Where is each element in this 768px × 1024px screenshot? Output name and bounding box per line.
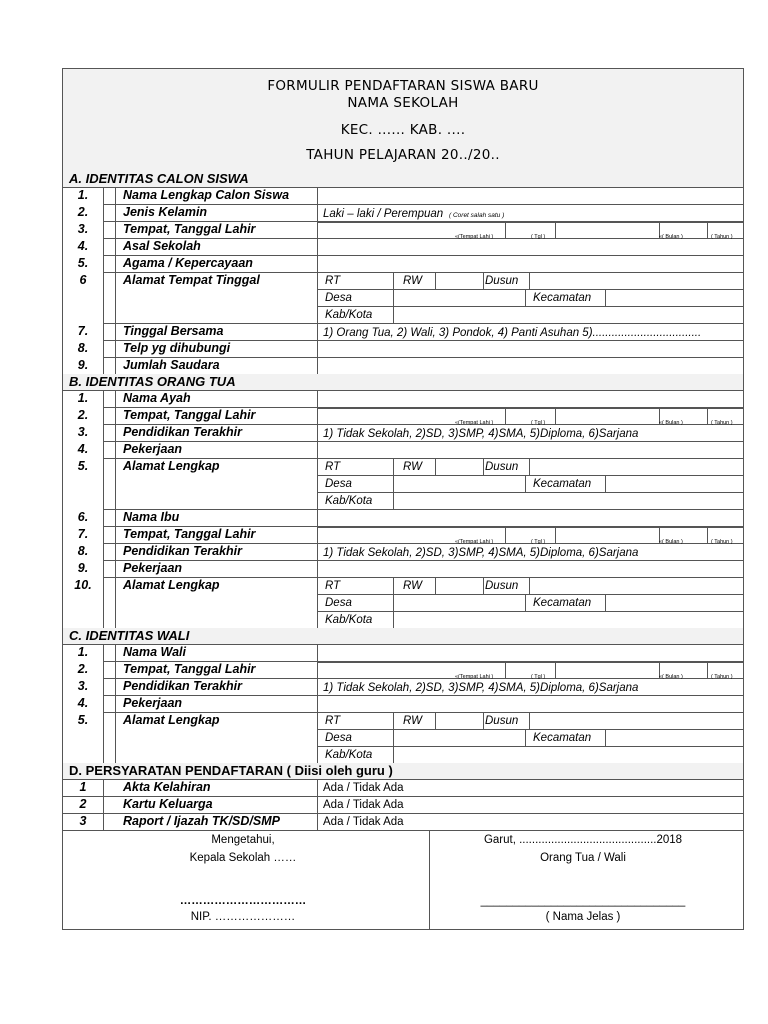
col-line xyxy=(605,475,606,492)
section-a-dusun: Dusun xyxy=(485,275,519,287)
col-line xyxy=(115,644,116,661)
section-a-row-1-field[interactable] xyxy=(319,188,741,203)
section-b-row-5-dusun-field[interactable] xyxy=(531,459,741,474)
section-a-rw-field[interactable] xyxy=(437,273,481,288)
section-b-row-7-number: 7. xyxy=(77,527,89,541)
section-a-rw: RW xyxy=(403,275,422,287)
section-c-row-3-label: Pendidikan Terakhir xyxy=(123,679,243,693)
section-a-row-5-label: Agama / Kepercayaan xyxy=(123,256,253,270)
col-line xyxy=(103,712,104,763)
section-b-row-10-label: Alamat Lengkap xyxy=(123,578,220,592)
section-b-row-5-kabkota: Kab/Kota xyxy=(325,495,373,507)
section-c-row-4-label: Pekerjaan xyxy=(123,696,183,710)
col-line xyxy=(103,407,104,424)
section-b-row-6-field[interactable] xyxy=(319,510,741,525)
col-line xyxy=(317,458,318,509)
section-b-row-7-dob-place: «(Tempat Lahi ) xyxy=(455,539,494,545)
col-line xyxy=(103,779,104,796)
section-a-row-5-field[interactable] xyxy=(319,256,741,271)
section-d-row-2-label: Kartu Keluarga xyxy=(123,797,213,811)
col-line xyxy=(103,424,104,441)
col-line xyxy=(103,323,104,340)
col-line xyxy=(393,306,394,323)
col-line xyxy=(525,729,526,746)
col-line xyxy=(317,662,318,678)
section-b-row-1-number: 1. xyxy=(77,391,89,405)
col-line xyxy=(115,357,116,374)
col-line xyxy=(103,644,104,661)
section-b-row-5-dusun: Dusun xyxy=(485,461,519,473)
col-line xyxy=(115,272,116,323)
section-b-row-7-dob-year: ( Tahun ) xyxy=(711,539,733,545)
section-b-row-10-kecamatan: Kecamatan xyxy=(533,597,592,609)
section-a-rt: RT xyxy=(325,275,341,287)
section-b-row-3-pendidikan: 1) Tidak Sekolah, 2)SD, 3)SMP, 4)SMA, 5)Diploma, 6)Sarjana xyxy=(323,428,639,440)
section-c-row-5-label: Alamat Lengkap xyxy=(123,713,220,727)
section-a-dob-year: ( Tahun ) xyxy=(711,234,733,240)
section-b-row-10-rt-field[interactable] xyxy=(395,578,433,593)
section-c-row-2-number: 2. xyxy=(77,662,89,676)
section-a-row-3-label: Tempat, Tanggal Lahir xyxy=(123,222,256,236)
section-a-row-5-number: 5. xyxy=(77,256,89,270)
col-line xyxy=(317,796,318,813)
col-line xyxy=(103,221,104,238)
section-b-row-10-rw: RW xyxy=(403,580,422,592)
section-a-row-4-field[interactable] xyxy=(319,239,741,254)
section-a-row-1-label: Nama Lengkap Calon Siswa xyxy=(123,188,290,202)
col-line xyxy=(115,678,116,695)
col-line xyxy=(317,695,318,712)
section-b-row-8-label: Pendidikan Terakhir xyxy=(123,544,243,558)
section-d-row-3-value[interactable]: Ada / Tidak Ada xyxy=(323,816,404,828)
section-d-row-1-label: Akta Kelahiran xyxy=(123,780,211,794)
col-line xyxy=(483,458,484,475)
section-a-kabkota-field[interactable] xyxy=(395,307,741,322)
section-a-kecamatan: Kecamatan xyxy=(533,292,592,304)
section-b-row-5-rw: RW xyxy=(403,461,422,473)
section-b-row-9-number: 9. xyxy=(77,561,89,575)
section-b-row-10-desa-field[interactable] xyxy=(395,595,523,610)
section-b-row-10-dusun-field[interactable] xyxy=(531,578,741,593)
col-line xyxy=(317,390,318,407)
section-c-row-2-dob-year: ( Tahun ) xyxy=(711,674,733,680)
section-b-title: B. IDENTITAS ORANG TUA xyxy=(69,374,236,389)
col-line xyxy=(393,289,394,306)
section-b-row-10-dusun: Dusun xyxy=(485,580,519,592)
section-b-row-8-pendidikan: 1) Tidak Sekolah, 2)SD, 3)SMP, 4)SMA, 5)Diploma, 6)Sarjana xyxy=(323,547,639,559)
academic-year: TAHUN PELAJARAN 20../20.. xyxy=(306,147,500,163)
kepala-sekolah-label: Kepala Sekolah …… xyxy=(189,852,297,864)
col-line xyxy=(103,661,104,678)
col-line xyxy=(393,458,394,475)
section-a-row-1-number: 1. xyxy=(77,188,89,202)
tinggal-options: 1) Orang Tua, 2) Wali, 3) Pondok, 4) Panti Asuhan 5).................................. xyxy=(323,327,702,339)
col-line xyxy=(115,577,116,628)
col-line xyxy=(317,527,318,543)
section-c-row-5-kabkota-field[interactable] xyxy=(395,747,741,762)
form-title: FORMULIR PENDAFTARAN SISWA BARU xyxy=(267,78,539,94)
section-b-row-1-label: Nama Ayah xyxy=(123,391,191,405)
section-b-row-10-kecamatan-field[interactable] xyxy=(607,595,741,610)
col-line xyxy=(393,272,394,289)
col-line xyxy=(435,458,436,475)
col-line xyxy=(435,577,436,594)
col-line xyxy=(317,424,318,441)
section-b-row-2-number: 2. xyxy=(77,408,89,422)
ortu-signature-line: ________________________________ xyxy=(480,895,686,907)
section-c-row-3-number: 3. xyxy=(77,679,89,693)
section-a-dob-place: «(Tempat Lahi ) xyxy=(455,234,494,240)
date-label: Garut, ...........................................2018 xyxy=(483,834,683,846)
section-b-row-5-kecamatan: Kecamatan xyxy=(533,478,592,490)
section-a-row-9-field[interactable] xyxy=(319,358,741,373)
col-line xyxy=(317,204,318,221)
col-line xyxy=(317,441,318,458)
col-line xyxy=(317,272,318,323)
col-line xyxy=(529,577,530,594)
col-line xyxy=(317,509,318,526)
col-line xyxy=(317,543,318,560)
row-line xyxy=(63,830,743,831)
col-line xyxy=(103,458,104,509)
section-c-row-2-dob-month: «( Bulan ) xyxy=(659,674,683,680)
section-b-row-2-dob-year: ( Tahun ) xyxy=(711,420,733,426)
section-b-row-8-number: 8. xyxy=(77,544,89,558)
section-d-row-2-value[interactable]: Ada / Tidak Ada xyxy=(323,799,404,811)
section-a-row-6-number: 6 xyxy=(79,273,87,287)
section-b-row-2-dob-month: «( Bulan ) xyxy=(659,420,683,426)
section-b-row-9-field[interactable] xyxy=(319,561,741,576)
col-line xyxy=(393,611,394,628)
section-b-row-6-number: 6. xyxy=(77,510,89,524)
col-line xyxy=(103,357,104,374)
col-line xyxy=(115,390,116,407)
col-line xyxy=(317,238,318,255)
orang-tua-wali-label: Orang Tua / Wali xyxy=(540,852,626,864)
col-line xyxy=(103,204,104,221)
section-a-kecamatan-field[interactable] xyxy=(607,290,741,305)
col-line xyxy=(393,729,394,746)
col-line xyxy=(115,543,116,560)
section-c-row-1-label: Nama Wali xyxy=(123,645,186,659)
section-a-kabkota: Kab/Kota xyxy=(325,309,373,321)
col-line xyxy=(317,712,318,763)
section-a-dob-field[interactable] xyxy=(319,223,741,237)
section-d-row-3-number: 3 xyxy=(79,814,87,828)
section-c-row-5-dusun: Dusun xyxy=(485,715,519,727)
col-line xyxy=(525,289,526,306)
section-c-row-5-rw: RW xyxy=(403,715,422,727)
section-b-row-10-rt: RT xyxy=(325,580,341,592)
section-b-row-5-kecamatan-field[interactable] xyxy=(607,476,741,491)
col-line xyxy=(393,712,394,729)
col-line xyxy=(317,187,318,204)
col-line xyxy=(393,577,394,594)
col-line xyxy=(103,441,104,458)
section-c-row-2-dob-place: «(Tempat Lahi ) xyxy=(455,674,494,680)
gender-options: Laki – laki / Perempuan xyxy=(323,208,444,220)
col-line xyxy=(317,255,318,272)
section-b-row-5-rw-field[interactable] xyxy=(437,459,481,474)
section-b-row-7-label: Tempat, Tanggal Lahir xyxy=(123,527,256,541)
section-a-dob-month: «( Bulan ) xyxy=(659,234,683,240)
col-line xyxy=(103,543,104,560)
school-name: NAMA SEKOLAH xyxy=(347,95,459,111)
col-line xyxy=(103,560,104,577)
section-b-row-2-dob-day: ( Tgl ) xyxy=(531,420,546,426)
section-b-row-5-desa-field[interactable] xyxy=(395,476,523,491)
section-a-row-8-number: 8. xyxy=(77,341,89,355)
section-c-row-5-kecamatan-field[interactable] xyxy=(607,730,741,745)
nip-label: NIP. ………………… xyxy=(190,911,296,923)
col-line xyxy=(393,492,394,509)
section-c-row-2-label: Tempat, Tanggal Lahir xyxy=(123,662,256,676)
section-b-row-7-dob-month: «( Bulan ) xyxy=(659,539,683,545)
col-line xyxy=(525,475,526,492)
section-c-row-2-dob-day: ( Tgl ) xyxy=(531,674,546,680)
col-line xyxy=(115,204,116,221)
section-a-dob-day: ( Tgl ) xyxy=(531,234,546,240)
section-a-row-7-label: Tinggal Bersama xyxy=(123,324,224,338)
col-line xyxy=(317,357,318,374)
col-line xyxy=(103,678,104,695)
col-line xyxy=(529,458,530,475)
col-line xyxy=(115,560,116,577)
section-c-row-1-number: 1. xyxy=(77,645,89,659)
col-line xyxy=(103,238,104,255)
section-c-row-5-number: 5. xyxy=(77,713,89,727)
col-line xyxy=(317,779,318,796)
section-b-row-6-label: Nama Ibu xyxy=(123,510,180,524)
col-line xyxy=(103,813,104,830)
section-a-row-9-number: 9. xyxy=(77,358,89,372)
col-line xyxy=(605,594,606,611)
section-b-row-2-label: Tempat, Tanggal Lahir xyxy=(123,408,256,422)
col-line xyxy=(103,509,104,526)
col-line xyxy=(483,712,484,729)
col-line xyxy=(115,526,116,543)
col-line xyxy=(115,712,116,763)
section-b-row-10-kabkota-field[interactable] xyxy=(395,612,741,627)
section-b-row-5-desa: Desa xyxy=(325,478,352,490)
col-line xyxy=(115,695,116,712)
col-line xyxy=(317,577,318,628)
section-c-row-5-kabkota: Kab/Kota xyxy=(325,749,373,761)
col-line xyxy=(317,323,318,340)
col-line xyxy=(115,458,116,509)
section-c-row-4-field[interactable] xyxy=(319,696,741,711)
section-d-row-3-label: Raport / Ijazah TK/SD/SMP xyxy=(123,814,280,828)
col-line xyxy=(115,238,116,255)
section-c-row-5-rt: RT xyxy=(325,715,341,727)
col-line xyxy=(529,272,530,289)
section-a-desa-field[interactable] xyxy=(395,290,523,305)
section-a-rt-field[interactable] xyxy=(395,273,433,288)
col-line xyxy=(317,678,318,695)
section-b-row-4-label: Pekerjaan xyxy=(123,442,183,456)
col-line xyxy=(115,323,116,340)
col-line xyxy=(317,340,318,357)
col-line xyxy=(103,340,104,357)
col-line xyxy=(483,272,484,289)
section-b-row-3-label: Pendidikan Terakhir xyxy=(123,425,243,439)
section-c-row-1-field[interactable] xyxy=(319,645,741,660)
col-line xyxy=(115,424,116,441)
col-line xyxy=(435,272,436,289)
section-a-dusun-field[interactable] xyxy=(531,273,741,288)
col-line xyxy=(115,221,116,238)
section-b-row-4-field[interactable] xyxy=(319,442,741,457)
section-c-row-5-rt-field[interactable] xyxy=(395,713,433,728)
col-line xyxy=(103,187,104,204)
col-line xyxy=(529,712,530,729)
nama-jelas-label: ( Nama Jelas ) xyxy=(545,911,621,923)
col-line xyxy=(605,289,606,306)
col-line xyxy=(115,187,116,204)
col-line xyxy=(115,255,116,272)
section-b-row-7-dob-field[interactable] xyxy=(319,528,741,542)
section-a-row-8-label: Telp yg dihubungi xyxy=(123,341,231,355)
col-line xyxy=(435,712,436,729)
col-line xyxy=(103,390,104,407)
col-line xyxy=(103,255,104,272)
col-line xyxy=(393,475,394,492)
col-line xyxy=(605,729,606,746)
section-c-row-2-dob-field[interactable] xyxy=(319,663,741,677)
section-b-row-5-rt: RT xyxy=(325,461,341,473)
section-b-row-3-number: 3. xyxy=(77,425,89,439)
col-line xyxy=(103,272,104,323)
col-line xyxy=(317,644,318,661)
section-a-row-7-number: 7. xyxy=(77,324,89,338)
section-b-row-5-label: Alamat Lengkap xyxy=(123,459,220,473)
registration-form xyxy=(62,68,744,930)
section-d-row-1-value[interactable]: Ada / Tidak Ada xyxy=(323,782,404,794)
section-a-row-6-label: Alamat Tempat Tinggal xyxy=(123,273,260,287)
section-b-row-2-dob-place: «(Tempat Lahi ) xyxy=(455,420,494,426)
col-line xyxy=(317,560,318,577)
section-b-row-10-number: 10. xyxy=(74,578,92,592)
col-line xyxy=(317,408,318,424)
section-a-row-9-label: Jumlah Saudara xyxy=(123,358,220,372)
section-b-row-9-label: Pekerjaan xyxy=(123,561,183,575)
form-header xyxy=(63,69,743,172)
section-c-title: C. IDENTITAS WALI xyxy=(69,628,190,643)
section-b-row-2-dob-field[interactable] xyxy=(319,409,741,423)
section-b-row-5-rt-field[interactable] xyxy=(395,459,433,474)
school-location: KEC. ...... KAB. .... xyxy=(340,122,466,138)
col-line xyxy=(317,813,318,830)
kepala-signature-dots: …………………………… xyxy=(179,895,307,907)
signature-divider xyxy=(429,830,430,929)
section-c-row-4-number: 4. xyxy=(77,696,89,710)
section-b-row-4-number: 4. xyxy=(77,442,89,456)
gender-note: ( Coret salah satu ) xyxy=(449,212,505,219)
section-c-row-5-dusun-field[interactable] xyxy=(531,713,741,728)
section-b-row-10-desa: Desa xyxy=(325,597,352,609)
col-line xyxy=(317,222,318,238)
section-b-row-7-dob-day: ( Tgl ) xyxy=(531,539,546,545)
col-line xyxy=(115,441,116,458)
section-a-row-3-number: 3. xyxy=(77,222,89,236)
section-d-row-1-number: 1 xyxy=(79,780,87,794)
section-b-row-10-kabkota: Kab/Kota xyxy=(325,614,373,626)
section-d-row-2-number: 2 xyxy=(79,797,87,811)
section-c-row-5-rw-field[interactable] xyxy=(437,713,481,728)
col-line xyxy=(103,577,104,628)
section-c-row-3-pendidikan: 1) Tidak Sekolah, 2)SD, 3)SMP, 4)SMA, 5)Diploma, 6)Sarjana xyxy=(323,682,639,694)
col-line xyxy=(103,526,104,543)
section-d-title: D. PERSYARATAN PENDAFTARAN ( Diisi oleh guru ) xyxy=(69,763,393,778)
col-line xyxy=(393,746,394,763)
col-line xyxy=(103,695,104,712)
section-b-row-5-kabkota-field[interactable] xyxy=(395,493,741,508)
section-b-row-5-number: 5. xyxy=(77,459,89,473)
section-a-row-4-label: Asal Sekolah xyxy=(123,239,201,253)
col-line xyxy=(115,407,116,424)
col-line xyxy=(115,509,116,526)
mengetahui-label: Mengetahui, xyxy=(211,834,275,846)
section-a-row-2-number: 2. xyxy=(77,205,89,219)
col-line xyxy=(115,340,116,357)
section-a-row-2-label: Jenis Kelamin xyxy=(123,205,208,219)
section-a-title: A. IDENTITAS CALON SISWA xyxy=(69,171,249,186)
section-c-row-5-kecamatan: Kecamatan xyxy=(533,732,592,744)
section-a-row-4-number: 4. xyxy=(77,239,89,253)
col-line xyxy=(115,661,116,678)
col-line xyxy=(103,796,104,813)
col-line xyxy=(525,594,526,611)
col-line xyxy=(483,577,484,594)
section-c-row-5-desa-field[interactable] xyxy=(395,730,523,745)
section-a-desa: Desa xyxy=(325,292,352,304)
section-a-row-8-field[interactable] xyxy=(319,341,741,356)
section-c-row-5-desa: Desa xyxy=(325,732,352,744)
section-b-row-10-rw-field[interactable] xyxy=(437,578,481,593)
col-line xyxy=(393,594,394,611)
section-b-row-1-field[interactable] xyxy=(319,391,741,406)
